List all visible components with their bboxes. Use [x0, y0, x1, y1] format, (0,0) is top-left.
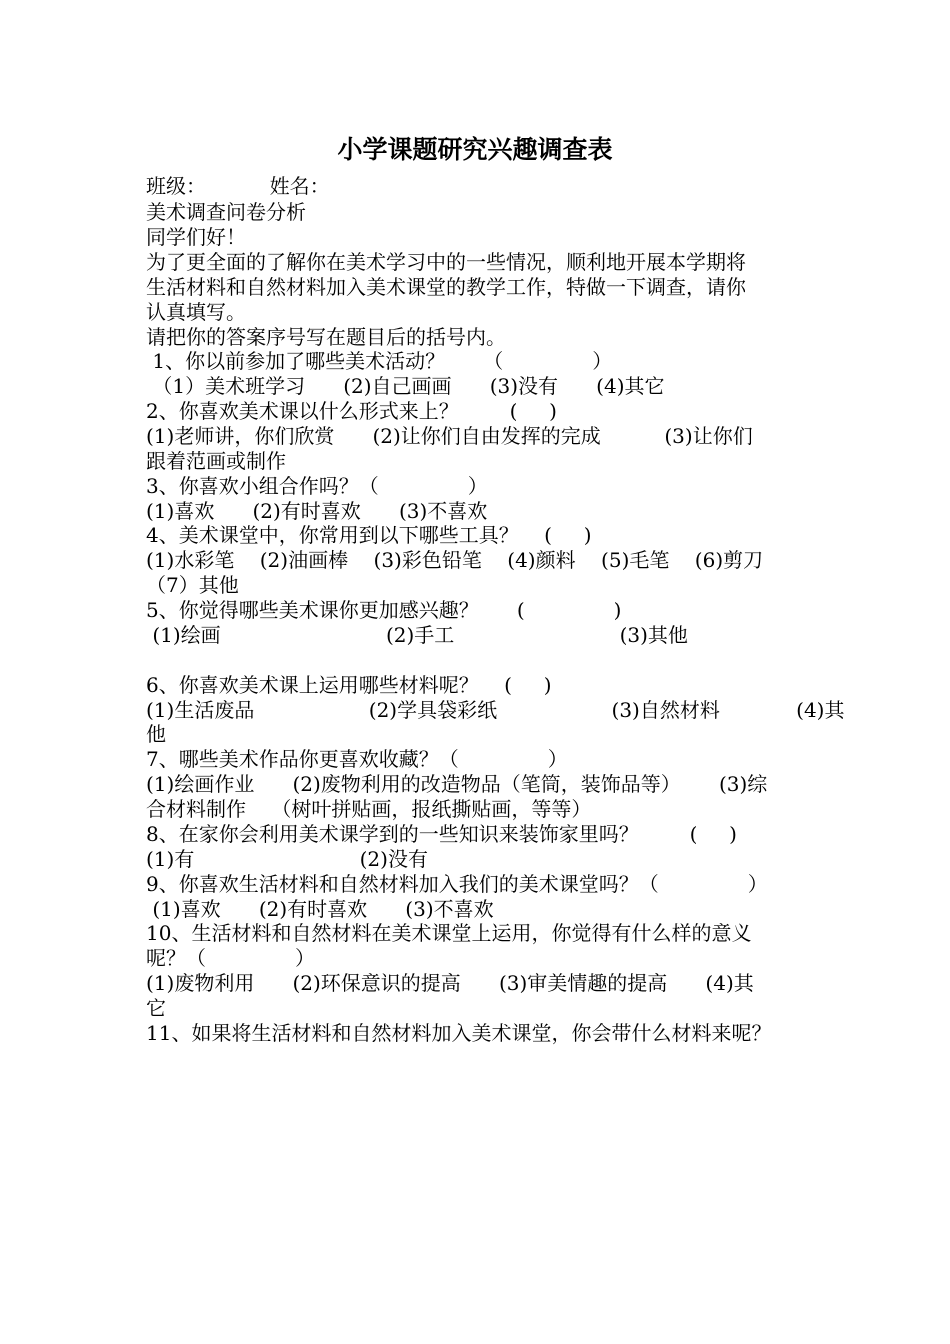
question-4: 4、美术课堂中，你常用到以下哪些工具？ ( )	[146, 523, 592, 547]
intro-paragraph-line: 生活材料和自然材料加入美术课堂的教学工作，特做一下调查，请你	[146, 275, 746, 299]
question-7-options: (1)绘画作业 (2)废物利用的改造物品（笔筒，装饰品等） (3)综	[146, 772, 768, 796]
intro-paragraph-line: 为了更全面的了解你在美术学习中的一些情况，顺利地开展本学期将	[146, 250, 746, 274]
question-9-options: (1)喜欢 (2)有时喜欢 (3)不喜欢	[146, 897, 494, 921]
question-10-options: 它	[146, 996, 166, 1020]
instruction-line: 请把你的答案序号写在题目后的括号内。	[146, 325, 506, 349]
intro-paragraph-line: 认真填写。	[146, 300, 246, 324]
question-1: 1、你以前参加了哪些美术活动？ （ ）	[146, 349, 613, 373]
question-6-options: (1)生活废品 (2)学具袋彩纸 (3)自然材料 (4)其	[146, 698, 845, 722]
question-3: 3、你喜欢小组合作吗？（ ）	[146, 474, 488, 498]
question-3-options: (1)喜欢 (2)有时喜欢 (3)不喜欢	[146, 499, 488, 523]
question-7-options: 合材料制作 （树叶拼贴画，报纸撕贴画，等等）	[146, 797, 592, 821]
question-9: 9、你喜欢生活材料和自然材料加入我们的美术课堂吗？（ ）	[146, 872, 768, 896]
question-8-options: (1)有 (2)没有	[146, 847, 428, 871]
question-8: 8、在家你会利用美术课学到的一些知识来装饰家里吗？ ( )	[146, 822, 737, 846]
question-10-options: (1)废物利用 (2)环保意识的提高 (3)审美情趣的提高 (4)其	[146, 971, 754, 995]
survey-subtitle: 美术调查问卷分析	[146, 200, 306, 224]
question-11: 11、如果将生活材料和自然材料加入美术课堂，你会带什么材料来呢？	[146, 1021, 772, 1045]
question-6-options: 他	[146, 722, 166, 746]
question-10: 呢？（ ）	[146, 946, 316, 970]
question-6: 6、你喜欢美术课上运用哪些材料呢？ ( )	[146, 673, 552, 697]
question-5: 5、你觉得哪些美术课你更加感兴趣？ ( )	[146, 598, 622, 622]
question-5-options: (1)绘画 (2)手工 (3)其他	[146, 623, 688, 647]
question-4-options: （7）其他	[146, 573, 239, 597]
greeting: 同学们好！	[146, 225, 246, 249]
question-7: 7、哪些美术作品你更喜欢收藏？（ ）	[146, 747, 568, 771]
class-name-line: 班级： 姓名：	[146, 174, 330, 198]
question-4-options: (1)水彩笔 (2)油画棒 (3)彩色铅笔 (4)颜料 (5)毛笔 (6)剪刀	[146, 548, 764, 572]
question-2-options: 跟着范画或制作	[146, 449, 286, 473]
question-2-options: (1)老师讲，你们欣赏 (2)让你们自由发挥的完成 (3)让你们	[146, 424, 753, 448]
question-10: 10、生活材料和自然材料在美术课堂上运用，你觉得有什么样的意义	[146, 921, 752, 945]
page-title: 小学课题研究兴趣调查表	[337, 135, 613, 164]
question-1-options: （1）美术班学习 (2)自己画画 (3)没有 (4)其它	[146, 374, 665, 398]
question-2: 2、你喜欢美术课以什么形式来上？ ( )	[146, 399, 557, 423]
